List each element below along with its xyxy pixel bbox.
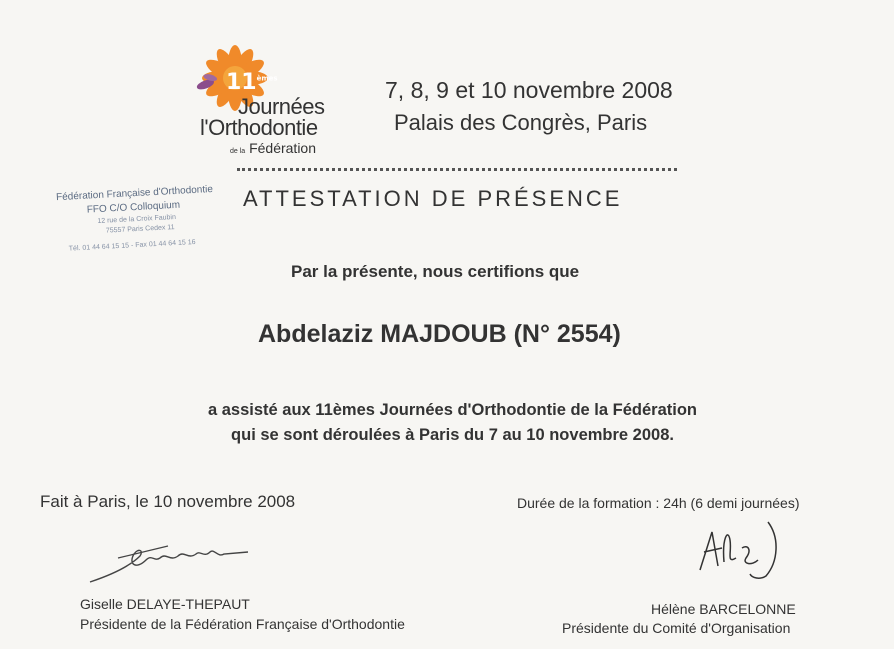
attendance-statement	[185, 398, 720, 448]
training-duration: Durée de la formation : 24h (6 demi journées)	[517, 495, 800, 511]
certify-statement: Par la présente, nous certifions que	[291, 262, 580, 281]
stamp-line-5: Tél. 01 44 64 15 15 - Fax 01 44 64 15 16	[68, 238, 196, 253]
place-date: Fait à Paris, le 10 novembre 2008	[40, 492, 296, 511]
signatory-1-name: Giselle DELAYE-THEPAUT	[80, 596, 250, 612]
stamp-line-4: 75557 Paris Cedex 11	[105, 224, 175, 235]
dotted-divider	[237, 168, 677, 171]
event-logo	[190, 42, 360, 167]
event-dates: 7, 8, 9 et 10 novembre 2008	[385, 77, 673, 103]
participant-name: Abdelaziz MAJDOUB (N° 2554)	[258, 320, 621, 348]
signatory-2-name: Hélène BARCELONNE	[651, 601, 796, 617]
attendance-line-2: qui se sont déroulées à Paris du 7 au 10 novembre 2008.	[231, 426, 674, 444]
stamp-line-2: FFO C/O Colloquium	[86, 199, 181, 216]
signatory-2-role: Présidente du Comité d'Organisation	[562, 620, 791, 636]
logo-text-orthodontie: l'Orthodontie	[200, 115, 318, 140]
logo-number: 11èmes	[226, 70, 278, 95]
attendance-line-1: a assisté aux 11èmes Journées d'Orthodontie de la Fédération	[207, 401, 697, 419]
page-title: ATTESTATION DE PRÉSENCE	[243, 186, 623, 211]
event-venue: Palais des Congrès, Paris	[394, 110, 648, 135]
stamp-line-1: Fédération Française d'Orthodontie	[55, 183, 214, 204]
organization-stamp	[56, 181, 256, 281]
logo-text-federation: de la Fédération	[230, 140, 317, 156]
stamp-line-3: 12 rue de la Croix Faubin	[97, 213, 177, 226]
signature-2	[692, 518, 782, 582]
logo-text-journees: Journées	[238, 94, 325, 119]
signature-1	[88, 538, 258, 586]
signatory-1-role: Présidente de la Fédération Française d'Orthodontie	[80, 616, 405, 632]
